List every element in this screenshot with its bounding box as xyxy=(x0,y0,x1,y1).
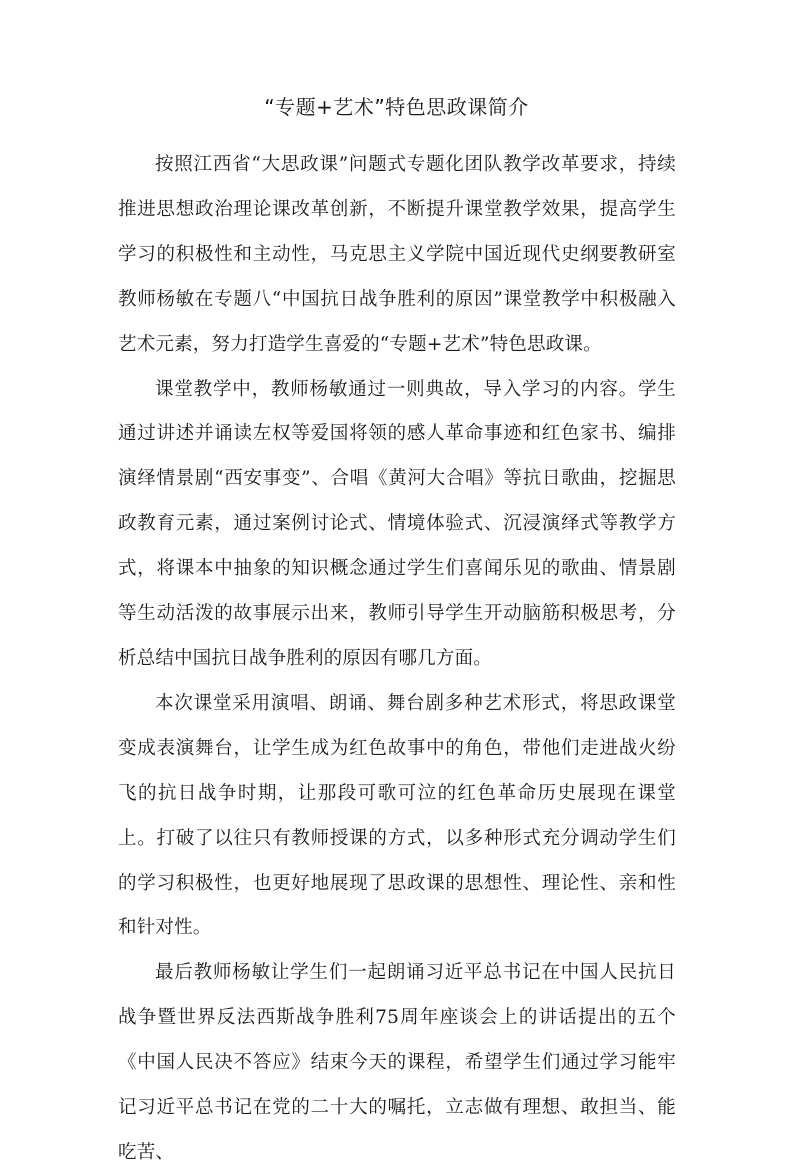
document-body xyxy=(118,143,676,1176)
paragraph-1: 按照江西省“大思政课”问题式专题化团队教学改革要求，持续推进思想政治理论课改革创新，不断提升课堂教学效果，提高学生学习的积极性和主动性，马克思主义学院中国近现代史纲要教研室教师杨敏在专题八“中国抗日战争胜利的原因”课堂教学中积极融入艺术元素，努力打造学生喜爱的“专题+艺术”特色思政课。 xyxy=(118,154,676,355)
paragraph-3: 本次课堂采用演唱、朗诵、舞台剧多种艺术形式，将思政课堂变成表演舞台，让学生成为红色故事中的角色，带他们走进战火纷飞的抗日战争时期，让那段可歌可泣的红色革命历史展现在课堂上。打破了以往只有教师授课的方式，以多种形式充分调动学生们的学习积极性，也更好地展现了思政课的思想性、理论性、亲和性和针对性。 xyxy=(118,692,676,939)
paragraph-2: 课堂教学中，教师杨敏通过一则典故，导入学习的内容。学生通过讲述并诵读左权等爱国将领的感人革命事迹和红色家书、编排演绎情景剧“西安事变”、合唱《黄河大合唱》等抗日歌曲，挖掘思政教育元素，通过案例讨论式、情境体验式、沉浸演绎式等教学方式，将课本中抽象的知识概念通过学生们喜闻乐见的歌曲、情景剧等生动活泼的故事展示出来，教师引导学生开动脑筋积极思考，分析总结中国抗日战争胜利的原因有哪几方面。 xyxy=(118,378,676,669)
paragraph-4: 最后教师杨敏让学生们一起朗诵习近平总书记在中国人民抗日战争暨世界反法西斯战争胜利75周年座谈会上的讲话提出的五个《中国人民决不答应》结束今天的课程，希望学生们通过学习能牢记习近平总书记在党的二十大的嘱托，立志做有理想、敢担当、能吃苦、 xyxy=(118,962,676,1163)
document-title: “专题+艺术”特色思政课简介 xyxy=(264,95,529,119)
